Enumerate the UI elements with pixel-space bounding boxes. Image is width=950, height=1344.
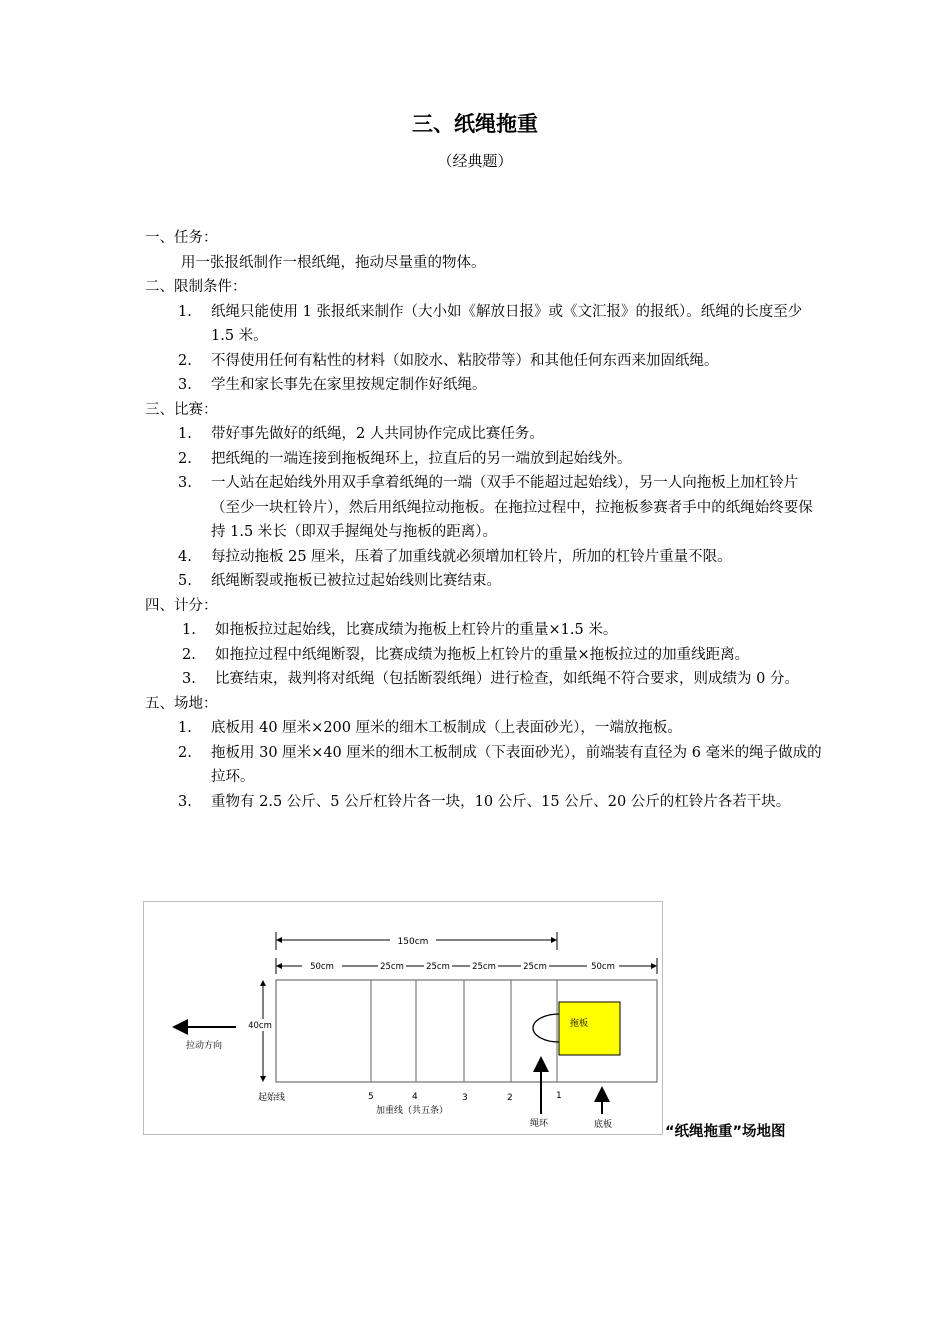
dim-seg-label: 50cm bbox=[310, 962, 334, 972]
list-item bbox=[178, 790, 825, 815]
list-text: 学生和家长事先在家里按规定制作好纸绳。 bbox=[211, 377, 487, 393]
ring-label: 绳环 bbox=[530, 1119, 549, 1129]
weight-lines-label: 加重线（共五条） bbox=[376, 1106, 449, 1116]
list-number: 5. bbox=[178, 573, 192, 589]
list-text: 带好事先做好的纸绳，2 人共同协作完成比赛任务。 bbox=[211, 426, 544, 442]
list-item bbox=[178, 471, 825, 545]
list-number: 3. bbox=[178, 377, 192, 393]
line-number: 5 bbox=[368, 1092, 374, 1102]
section-heading: 一、任务： bbox=[145, 230, 218, 246]
list-text: 纸绳只能使用 1 张报纸来制作（大小如《解放日报》或《文汇报》的报纸）。纸绳的长度至少 1.5 米。 bbox=[211, 303, 803, 344]
line-number: 4 bbox=[412, 1092, 418, 1102]
pull-direction-label: 拉动方向 bbox=[186, 1041, 223, 1051]
diagram-caption: “纸绳拖重”场地图 bbox=[665, 1124, 786, 1140]
list-text: 一人站在起始线外用双手拿着纸绳的一端（双手不能超过起始线），另一人向拖板上加杠铃片（至少一块杠铃片），然后用纸绳拉动拖板。在拖拉过程中，拉拖板参赛者手中的纸绳始终要保持 1.5 米长（即双手握绳处与拖板的距离）。 bbox=[211, 475, 813, 540]
list-number: 3. bbox=[178, 793, 192, 810]
list-item bbox=[178, 300, 825, 349]
list-number: 2. bbox=[178, 744, 192, 761]
field-diagram-svg bbox=[144, 902, 662, 1134]
section-heading: 三、比赛： bbox=[145, 401, 218, 418]
list-item bbox=[178, 716, 825, 741]
list-item bbox=[178, 741, 825, 790]
list-text: 如拖拉过程中纸绳断裂，比赛成绩为拖板上杠铃片的重量×拖板拉过的加重线距离。 bbox=[215, 646, 750, 663]
sled-label: 拖板 bbox=[570, 1019, 589, 1029]
line-number: 1 bbox=[556, 1091, 562, 1101]
field-diagram bbox=[143, 901, 663, 1135]
list-text: 每拉动拖板 25 厘米，压着了加重线就必须增加杠铃片，所加的杠铃片重量不限。 bbox=[211, 548, 732, 565]
section-heading: 二、限制条件： bbox=[145, 279, 247, 295]
list-item bbox=[178, 349, 825, 374]
list-text: 纸绳断裂或拖板已被拉过起始线则比赛结束。 bbox=[211, 573, 501, 589]
line-number: 2 bbox=[507, 1093, 513, 1103]
dim-150-label: 150cm bbox=[397, 937, 429, 947]
rope-ring bbox=[533, 1014, 559, 1042]
list-text: 把纸绳的一端连接到拖板绳环上，拉直后的另一端放到起始线外。 bbox=[211, 450, 632, 467]
list-item bbox=[182, 667, 825, 692]
list-item bbox=[178, 569, 825, 594]
dim-seg-label: 25cm bbox=[426, 962, 450, 972]
page-subtitle: （经典题） bbox=[437, 152, 513, 170]
list-item bbox=[182, 643, 825, 668]
list-text: 比赛结束，裁判将对纸绳（包括断裂纸绳）进行检查，如纸绳不符合要求，则成绩为 0 分。 bbox=[215, 671, 799, 687]
list-number: 1. bbox=[178, 303, 192, 320]
dim-seg-label: 25cm bbox=[380, 962, 404, 972]
list-number: 2. bbox=[178, 450, 192, 467]
list-number: 2. bbox=[178, 352, 192, 369]
sled bbox=[559, 1002, 620, 1055]
list-text: 不得使用任何有粘性的材料（如胶水、粘胶带等）和其他任何东西来加固纸绳。 bbox=[211, 352, 719, 369]
start-line-label: 起始线 bbox=[258, 1093, 286, 1103]
list-number: 3. bbox=[182, 671, 196, 687]
list-number: 2. bbox=[182, 646, 196, 663]
dim-seg-label: 50cm bbox=[591, 962, 615, 972]
list-item bbox=[178, 373, 825, 398]
line-number: 3 bbox=[462, 1093, 468, 1103]
section-heading: 四、计分： bbox=[145, 597, 218, 614]
list-text: 拖板用 30 厘米×40 厘米的细木工板制成（下表面砂光），前端装有直径为 6 毫米的绳子做成的拉环。 bbox=[211, 744, 822, 785]
document-body bbox=[145, 226, 825, 814]
list-item bbox=[178, 545, 825, 570]
list-item bbox=[178, 422, 825, 447]
section-heading: 五、场地： bbox=[145, 695, 218, 712]
dim-seg-label: 25cm bbox=[472, 962, 496, 972]
board-label: 底板 bbox=[594, 1120, 613, 1130]
list-number: 1. bbox=[182, 622, 196, 638]
dim-height-label: 40cm bbox=[248, 1021, 272, 1031]
list-number: 1. bbox=[178, 720, 192, 736]
list-item bbox=[182, 618, 825, 643]
list-text: 底板用 40 厘米×200 厘米的细木工板制成（上表面砂光），一端放拖板。 bbox=[211, 720, 682, 736]
page-title: 三、纸绳拖重 bbox=[412, 112, 538, 136]
list-number: 3. bbox=[178, 475, 192, 491]
list-text: 如拖板拉过起始线，比赛成绩为拖板上杠铃片的重量×1.5 米。 bbox=[215, 622, 618, 638]
dim-seg-label: 25cm bbox=[523, 962, 547, 972]
list-item bbox=[178, 447, 825, 472]
list-number: 1. bbox=[178, 426, 192, 442]
list-number: 4. bbox=[178, 548, 192, 565]
section-text: 用一张报纸制作一根纸绳，拖动尽量重的物体。 bbox=[181, 254, 486, 271]
list-text: 重物有 2.5 公斤、5 公斤杠铃片各一块，10 公斤、15 公斤、20 公斤的杠铃片各若干块。 bbox=[211, 793, 791, 810]
